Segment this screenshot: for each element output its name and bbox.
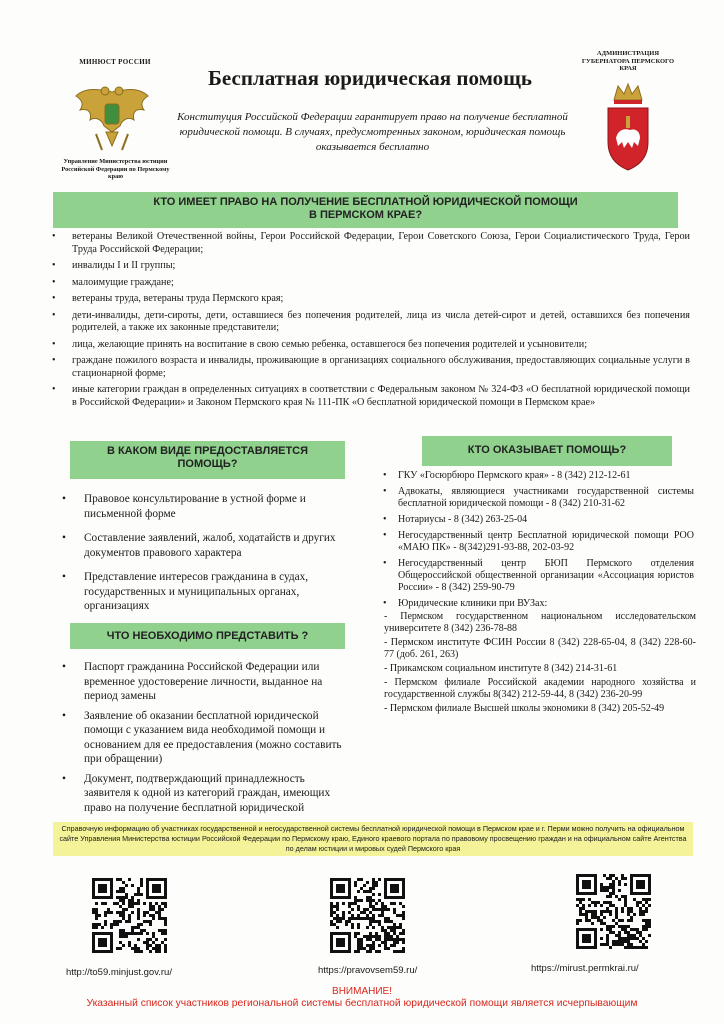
kind-list: [60, 492, 350, 624]
list-item: • Юридические клиники при ВУЗах:: [382, 598, 694, 610]
list-item: • Правовое консультирование в устной форме и письменной форме: [60, 492, 350, 521]
need-section-title: ЧТО НЕОБХОДИМО ПРЕДСТАВИТЬ ?: [70, 623, 345, 649]
list-item: • Адвокаты, являющиеся участниками государственной системы бесплатной юридической помощи - 8 (342) 210-31-62: [382, 486, 694, 510]
perm-crest-icon: [604, 80, 652, 172]
list-item: • Представление интересов гражданина в судах, государственных и муниципальных органах, организациях: [60, 570, 350, 614]
list-item: • Заявление об оказании бесплатной юридической помощи с указанием вида необходимой помощи и основанием для ее предоставления (можно составить при обращении): [60, 709, 350, 767]
qr-code-pravovsem: [330, 878, 405, 953]
list-item: • Документ, подтверждающий принадлежность заявителя к одной из категорий граждан, имеющих право на получение бесплатной юридической: [60, 772, 350, 816]
who-list: [50, 231, 690, 413]
ministry-title: МИНЮСТ РОССИИ: [79, 58, 151, 66]
list-item: • Паспорт гражданина Российской Федерации или временное удостоверение личности, выданное на период замены: [60, 660, 350, 704]
warning-text: Указанный список участников региональной системы бесплатной юридической помощи является исчерпывающим: [86, 998, 638, 1009]
clinic-item: - Пермском государственном национальном исследовательском университете 8 (342) 236-78-88: [384, 611, 696, 634]
list-item: • Негосударственный центр Бесплатной юридической помощи РОО «МАЮ ПК» - 8(342)291-93-88, 202-03-92: [382, 530, 694, 554]
list-item: • граждане пожилого возраста и инвалиды, проживающие в организациях социального обслуживания, предоставляющих социальные услуги в стационарной форме;: [50, 355, 690, 380]
kind-title-line1: В КАКОМ ВИДЕ ПРЕДОСТАВЛЯЕТСЯ: [106, 445, 309, 457]
reference-info: Справочную информацию об участниках государственной и негосударственной системы бесплатной юридической помощи в Пермском крае и г. Перми можно получить на официальном сайте Управления Министерства юстиции Российской Федерации по Пермскому краю, Единого краевого портала по правовому просвещению граждан и на официальном сайте Агентства по делам юстиции и мировых судей Пермского края: [53, 822, 693, 856]
clinic-item: - Пермском филиале Высшей школы экономики 8 (342) 205-52-49: [384, 703, 665, 714]
intro-text: Конституция Российской Федерации гарантирует право на получение бесплатной юридической помощи. В случаях, предусмотренных законом, юридическая помощь оказывается бесплатно: [177, 111, 568, 153]
ministry-emblem-icon: [72, 82, 152, 154]
list-item: • инвалиды I и II группы;: [50, 260, 690, 273]
clinic-item: - Пермском институте ФСИН России 8 (342) 228-65-04, 8 (342) 228-60-77 (доб. 261, 263): [384, 637, 696, 660]
link-minjust[interactable]: http://to59.minjust.gov.ru/: [66, 967, 172, 978]
need-list: [60, 660, 350, 820]
list-item: • ГКУ «Госюрбюро Пермского края» - 8 (342) 212-12-61: [382, 470, 694, 482]
list-item: • Составление заявлений, жалоб, ходатайств и других документов правового характера: [60, 531, 350, 560]
who-title-line1: КТО ИМЕЕТ ПРАВО НА ПОЛУЧЕНИЕ БЕСПЛАТНОЙ ЮРИДИЧЕСКОЙ ПОМОЩИ: [153, 196, 578, 208]
page-title: Бесплатная юридическая помощь: [208, 66, 532, 90]
list-item: • лица, желающие принять на воспитание в свою семью ребенка, оставшегося без попечения родителей и усыновители;: [50, 339, 690, 352]
clinic-item: - Пермском филиале Российской академии народного хозяйства и государственной службы 8(342) 212-59-44, 8 (342) 236-20-99: [384, 677, 696, 700]
link-mirust[interactable]: https://mirust.permkrai.ru/: [531, 963, 639, 974]
qr-code-minjust: [92, 878, 167, 953]
kind-title-line2: ПОМОЩЬ?: [177, 458, 238, 470]
list-item: • иные категории граждан в определенных ситуациях в соответствии с Федеральным законом № 324-ФЗ «О бесплатной юридической помощи в Российской Федерации» и Законом Пермского края № 111-ПК «О бесплатной юридической помощи в Пермском крае»: [50, 384, 690, 409]
clinics-list: [384, 611, 696, 717]
list-item: • ветераны Великой Отечественной войны, Герои Российской Федерации, Герои Советского Союза, Герои Социалистического Труда, Герои Труда Российской Федерации;: [50, 231, 690, 256]
link-pravovsem[interactable]: https://pravovsem59.ru/: [318, 965, 418, 976]
list-item: • Негосударственный центр БЮП Пермского отделения Общероссийской общественной организации «Ассоциация юристов России» - 8 (342) 259-90-79: [382, 558, 694, 594]
clinic-item: - Прикамском социальном институте 8 (342) 214-31-61: [384, 663, 618, 674]
list-item: • малоимущие граждане;: [50, 277, 690, 290]
who-title-line2: В ПЕРМСКОМ КРАЕ?: [308, 209, 423, 221]
list-item: • Нотариусы - 8 (342) 263-25-04: [382, 514, 694, 526]
qr-code-mirust: [576, 874, 651, 949]
help-section-title: КТО ОКАЗЫВАЕТ ПОМОЩЬ?: [422, 436, 672, 466]
ministry-subtitle: Управление Министерства юстиции Российской Федерации по Пермскому краю: [61, 158, 170, 180]
list-item: • дети-инвалиды, дети-сироты, дети, оставшиеся без попечения родителей, лица из числа детей-сирот и детей, оставшихся без попечения родителей, а также их законные представители;: [50, 310, 690, 335]
help-list: [382, 470, 694, 614]
who-section-title: [53, 192, 678, 228]
governor-admin-title: АДМИНИСТРАЦИЯ ГУБЕРНАТОРА ПЕРМСКОГО КРАЯ: [581, 50, 675, 72]
warning-title: ВНИМАНИЕ!: [332, 986, 392, 997]
kind-section-title: [70, 441, 345, 479]
list-item: • ветераны труда, ветераны труда Пермского края;: [50, 293, 690, 306]
